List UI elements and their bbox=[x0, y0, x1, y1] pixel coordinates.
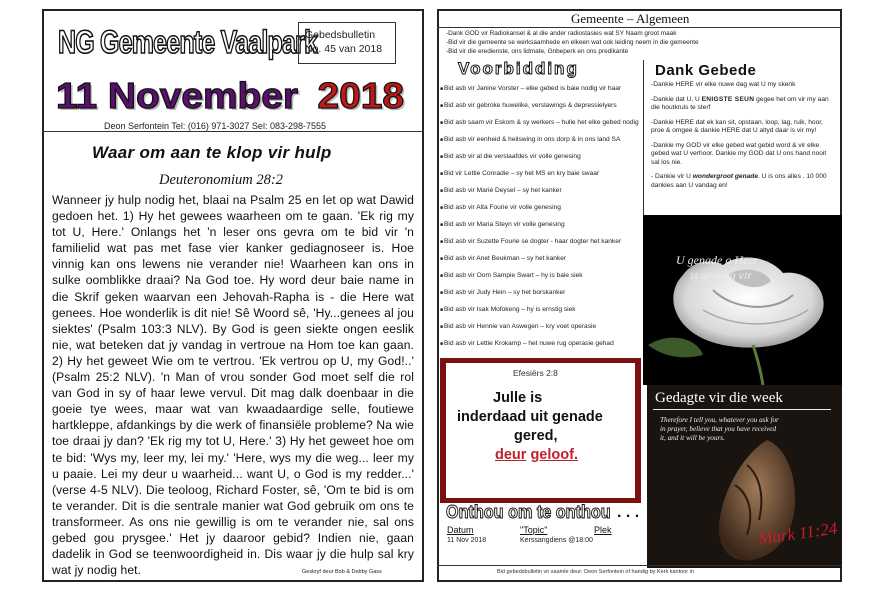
thanks-item: - Dankie vir U wondergroot genade. U is ons alles . 10 000 dankies aan U vandag en! bbox=[651, 173, 827, 189]
bullet-icon: ■ bbox=[440, 205, 444, 211]
prayer-item: ■Bid asb saam vir Eskom & sy werkers – hulle het elke gebed nodig bbox=[440, 119, 639, 126]
column-header-datum: Datum bbox=[447, 525, 474, 535]
thanks-item: -Dankie HERE vir elke nuwe dag wat U my skenk bbox=[651, 81, 796, 88]
date-year: 2018 bbox=[317, 75, 404, 116]
contact-line: Deon Serfontein Tel: (016) 971-3027 Sel: 083-298-7555 bbox=[104, 121, 326, 131]
prayer-item: ■Bid asb vir Lettie Krokamp – het nuwe rug operasie gehad bbox=[440, 340, 614, 347]
prayer-item: ■Bid asb vir eenheid & heilswing in ons dorp & in ons land SA bbox=[440, 136, 621, 143]
prayer-list bbox=[440, 84, 640, 356]
efesiers-line: inderdaad uit genade bbox=[457, 409, 603, 425]
divider bbox=[437, 27, 842, 28]
efesiers-reference: Efesiërs 2:8 bbox=[513, 368, 558, 378]
rose-image bbox=[643, 215, 842, 385]
bullet-icon: ■ bbox=[440, 239, 444, 245]
bulletin-label: Gebedsbulletin bbox=[305, 29, 376, 41]
white-rose-illustration bbox=[643, 215, 842, 385]
bullet-icon: ■ bbox=[440, 86, 444, 92]
prayer-item: ■Bid asb vir al die verslaafdes vir volle genesing bbox=[440, 153, 581, 160]
efesiers-line: gered, bbox=[514, 428, 558, 444]
onthou-heading: Onthou om te onthou bbox=[446, 502, 611, 522]
bullet-icon: ■ bbox=[440, 324, 444, 330]
bullet-icon: ■ bbox=[440, 307, 444, 313]
column-header-topic: "Topic" bbox=[520, 525, 548, 535]
notice-item: -Bid vir die eredienste, ons lidmate, Gnbeperk en ons predikante bbox=[446, 48, 629, 55]
date-day-month: 11 November bbox=[56, 75, 299, 116]
bullet-icon: ■ bbox=[440, 171, 444, 177]
bullet-icon: ■ bbox=[440, 103, 444, 109]
prayer-item: ■Bid asb vir Oom Sampie Swart – hy is baie siek bbox=[440, 272, 583, 279]
church-name-title: NG Gemeente Vaalpark bbox=[58, 24, 318, 60]
prayer-item: ■Bid asb vir Anet Beukman – sy het kanker bbox=[440, 255, 567, 262]
efesiers-line: deur geloof. bbox=[495, 447, 578, 463]
thanks-item: -Dankie my GOD vir elke gebed wat gebid word & vir elke gebed wat U verhoor. Dankie my GOD dat U ons hand nooit sal los nie. bbox=[651, 141, 827, 166]
rose-caption-line: is genoeg vir bbox=[690, 268, 752, 282]
bullet-icon: ■ bbox=[440, 137, 444, 143]
notice-item: -Bid vir die gemeente se werksaamhede en elkeen wat ook leiding neem in die gemeente bbox=[446, 39, 699, 46]
prayer-item: ■Bid vir Lettie Conradie – sy het MS en kry baie swaar bbox=[440, 170, 600, 177]
prayer-item: ■Bid asb vir Suzette Fourie se dogter - haar dogter het kanker bbox=[440, 238, 622, 245]
prayer-item: ■Bid asb vir Isak Mofokeng – hy is ernstig siek bbox=[440, 306, 576, 313]
bullet-icon: ■ bbox=[440, 273, 444, 279]
gedagte-reference: Mark 11:24 bbox=[756, 518, 839, 549]
gedagte-title: Gedagte vir die week bbox=[655, 390, 783, 406]
divider bbox=[42, 131, 424, 132]
article-body: Wanneer jy hulp nodig het, blaai na Psalm 25 en let op wat Dawid gedoen het. 1) Hy het gewees waarheen om te gaan. 'Ek rig my tot U, Here.' Onlangs het 'n leser ons gevra om te bid vir 'n familielid wat pas met fase vier kanker gediagnoseer is. Hoe vinnig kan ons lewens nie verander nie! Waarheen kan ons in sulke oomblikke draai? Na God toe. Hy word deur baie name in die Skrif geken waarvan een Jehovah-Rapha is - die Here wat genees. Hoe wonderlik is dit nie! Sê Woord sê, 'Hy...genees al jou siektes' (Psalm 103:3 NLV). By God is geen siekte ongen eeslik nie, wat beteken dat jy vandag in vertroue na Hom toe kan gaan. 2) Hy het geweet Wie om te vertrou. 'Ek vertrou op U, my God!..' (Psalm 25:2 NLV). 'n Man of vrou sonder God moet self die rol van God in sy of haar lewe vervul. Dit mag dalk doenbaar in die goeie tye wees, maar wat van kwaadaardige selle, foutiewe hartkleppe, afdankings by die werk of finansiële probleme? Na wie toe draai jy dan? 'Ek rig my tot U, Here.' 3) Hy het geweet hoe om te bid: 'Wys my, leer my, lei my.' 'Here, wys my die weg... leer my u paaie. Lei my deur u waarheid... want U, o God is my redder...' (verse 4-5 NLV). Die teoloog, Richard Foster, sê, 'Om te bid is om te verander. Dit is die sentrale manier wat God gebruik om ons te transformeer. As ons nie gewillig is om te verander nie, sal ons gebed gou prysgee.' Het jy daaroor gebid? Indien nie, gaan dadelik in God se teenwoordigheid in. Dis waar jy die hulp sal kry wat jy nodig het. bbox=[52, 193, 414, 578]
event-topic: Kerssangdiens @18:00 bbox=[520, 537, 593, 544]
prayer-item: ■Bid asb vir Hennie van Aswegen – kry voet operasie bbox=[440, 323, 597, 330]
bullet-icon: ■ bbox=[440, 256, 444, 262]
dank-gebede-heading: Dank Gebede bbox=[655, 62, 757, 79]
bullet-icon: ■ bbox=[440, 154, 444, 160]
prayer-item: ■Bid asb vir Judy Hein – sy het borskanker bbox=[440, 289, 566, 296]
notice-list bbox=[446, 29, 699, 56]
bullet-icon: ■ bbox=[440, 188, 444, 194]
gedagte-quote: Therefore I tell you, whatever you ask for in prayer, believe that you have received it, and it will be yours. bbox=[660, 416, 779, 442]
prayer-item: ■Bid asb vir Maria Steyn vir volle genesing bbox=[440, 221, 565, 228]
voorbidding-heading: Voorbidding bbox=[458, 59, 579, 78]
prayer-item: ■Bid asb vir Marié Deysel – sy het kanker bbox=[440, 187, 562, 194]
author-credit: Geskryf deur Bob & Debby Gass bbox=[299, 569, 382, 575]
bullet-icon: ■ bbox=[440, 120, 444, 126]
article-title: Waar om aan te klop vir hulp bbox=[92, 143, 332, 162]
prayer-item: ■Bid asb vir gebroke huwelike, verslawings & depressielyers bbox=[440, 102, 617, 109]
bulletin-number-box bbox=[298, 22, 396, 64]
efesiers-line: Julle is bbox=[493, 390, 543, 406]
bullet-icon: ■ bbox=[440, 222, 444, 228]
footer-note: Bid gebedsbulletin vir saamle deur: Deon Serfontein of handig by Kerk kantoor in bbox=[497, 569, 694, 575]
thanks-item: -Dankie HERE dat ek kan sit, opstaan, loop, lag, ruik, hoor, proe & omgee & dankie HERE dat U altyd daar is vir my! bbox=[651, 118, 823, 134]
onthou-dots: . . . bbox=[617, 504, 640, 521]
prayer-item: ■Bid asb vir Janine Vorster – elke gebed is baie nodig vir haar bbox=[440, 85, 622, 92]
prayer-item: ■Bid asb vir Alta Fourie vir volle genesing bbox=[440, 204, 561, 211]
scripture-reference: Deuteronomium 28:2 bbox=[159, 172, 283, 188]
column-header-plek: Plek bbox=[594, 525, 612, 535]
bulletin-number: No. 45 van 2018 bbox=[305, 43, 383, 55]
bullet-icon: ■ bbox=[440, 290, 444, 296]
thanks-list bbox=[651, 81, 835, 196]
rose-caption-line: U genade o Heer bbox=[676, 253, 759, 267]
date-banner bbox=[56, 75, 404, 116]
thanks-item: -Dankie dat U, U ENIGSTE SEUN gegee het om vir my aan die houtkruis te sterf bbox=[651, 95, 829, 111]
section-header: Gemeente – Algemeen bbox=[571, 11, 690, 26]
notice-item: -Dank GOD vir Radiokansel & al die ander radiostasies wat SY Naam groot maak bbox=[446, 30, 677, 37]
divider bbox=[653, 409, 831, 410]
bullet-icon: ■ bbox=[440, 341, 444, 347]
event-date: 11 Nov 2018 bbox=[447, 537, 487, 544]
divider bbox=[437, 565, 842, 566]
